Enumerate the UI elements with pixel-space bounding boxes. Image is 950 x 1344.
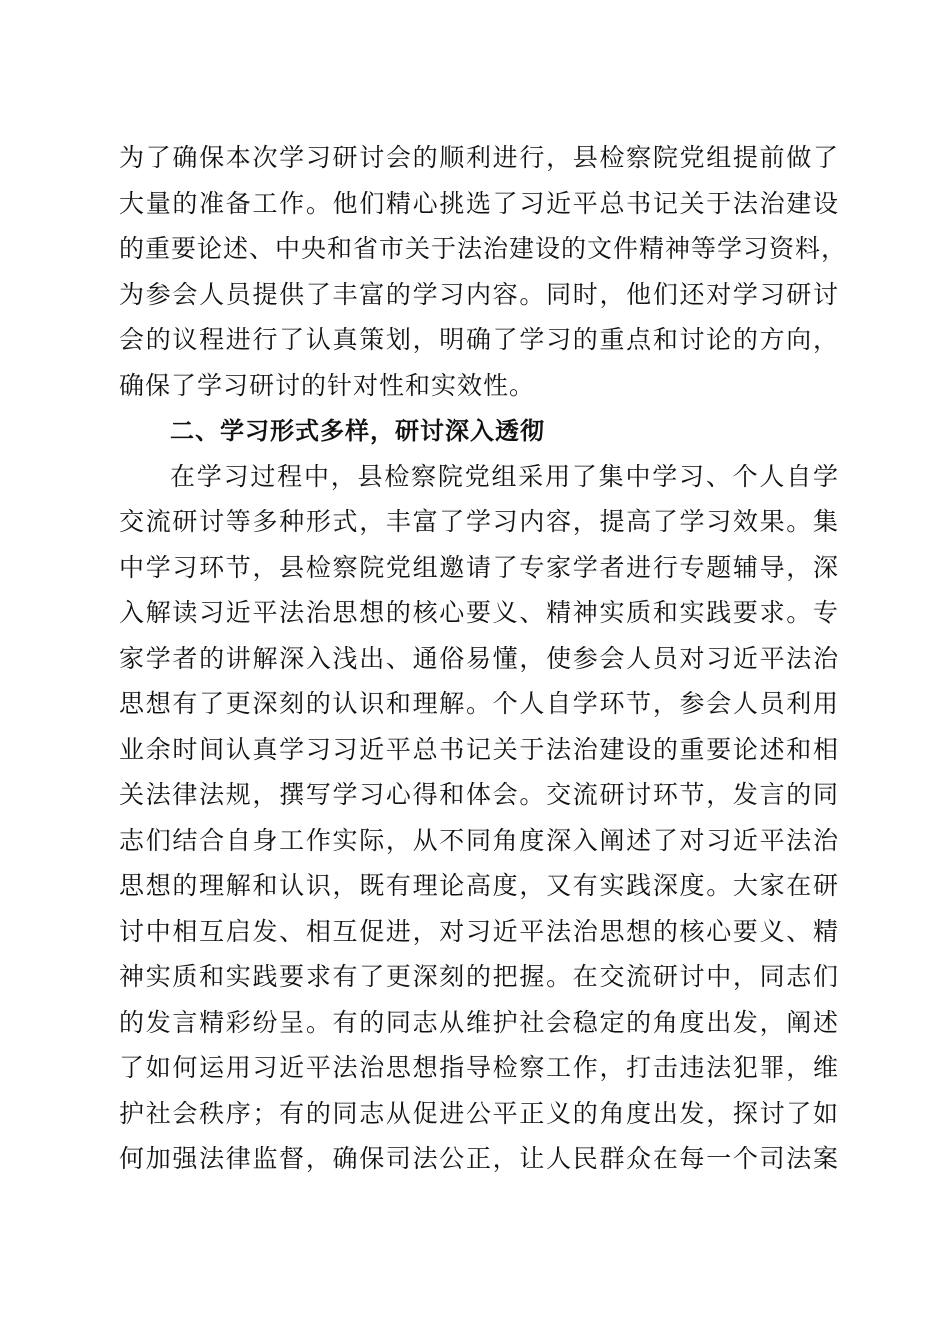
section-2-line-9: 志们结合自身工作实际，从不同角度深入阐述了对习近平法治 — [119, 826, 839, 855]
section-2-line-16: 何加强法律监督，确保司法公正，让人民群众在每一个司法案 — [119, 1144, 839, 1173]
section-2-line-14: 了如何运用习近平法治思想指导检察工作，打击违法犯罪，维 — [119, 1053, 839, 1082]
section-2-line-15: 护社会秩序；有的同志从促进公平正义的角度出发，探讨了如 — [119, 1099, 839, 1128]
section-2-line-8: 关法律法规，撰写学习心得和体会。交流研讨环节，发言的同 — [119, 780, 839, 809]
section-2-heading: 二、学习形式多样，研讨深入透彻 — [170, 417, 545, 445]
section-2-line-11: 讨中相互启发、相互促进，对习近平法治思想的核心要义、精 — [119, 917, 839, 946]
section-2-line-1: 在学习过程中，县检察院党组采用了集中学习、个人自学 — [170, 462, 839, 491]
section-2-line-7: 业余时间认真学习习近平总书记关于法治建设的重要论述和相 — [119, 735, 839, 764]
section-2-line-12: 神实质和实践要求有了更深刻的把握。在交流研讨中，同志们 — [119, 962, 839, 991]
section-2-line-10: 思想的理解和认识，既有理论高度，又有实践深度。大家在研 — [119, 871, 839, 900]
section-2-line-6: 思想有了更深刻的认识和理解。个人自学环节，参会人员利用 — [119, 689, 839, 718]
paragraph-1-line-6: 确保了学习研讨的针对性和实效性。 — [119, 371, 536, 400]
section-2-line-5: 家学者的讲解深入浅出、通俗易懂，使参会人员对习近平法治 — [119, 644, 839, 673]
section-2-line-4: 入解读习近平法治思想的核心要义、精神实质和实践要求。专 — [119, 598, 839, 627]
section-2-line-3: 中学习环节，县检察院党组邀请了专家学者进行专题辅导，深 — [119, 553, 839, 582]
paragraph-1-line-1: 为了确保本次学习研讨会的顺利进行，县检察院党组提前做了 — [119, 143, 839, 172]
paragraph-1-line-3: 的重要论述、中央和省市关于法治建设的文件精神等学习资料， — [119, 234, 848, 263]
section-2-line-2: 交流研讨等多种形式，丰富了学习内容，提高了学习效果。集 — [119, 507, 839, 536]
paragraph-1-line-5: 会的议程进行了认真策划，明确了学习的重点和讨论的方向， — [119, 325, 839, 354]
paragraph-1-line-2: 大量的准备工作。他们精心挑选了习近平总书记关于法治建设 — [119, 189, 839, 218]
paragraph-1-line-4: 为参会人员提供了丰富的学习内容。同时，他们还对学习研讨 — [119, 280, 839, 309]
section-2-line-13: 的发言精彩纷呈。有的同志从维护社会稳定的角度出发，阐述 — [119, 1008, 839, 1037]
